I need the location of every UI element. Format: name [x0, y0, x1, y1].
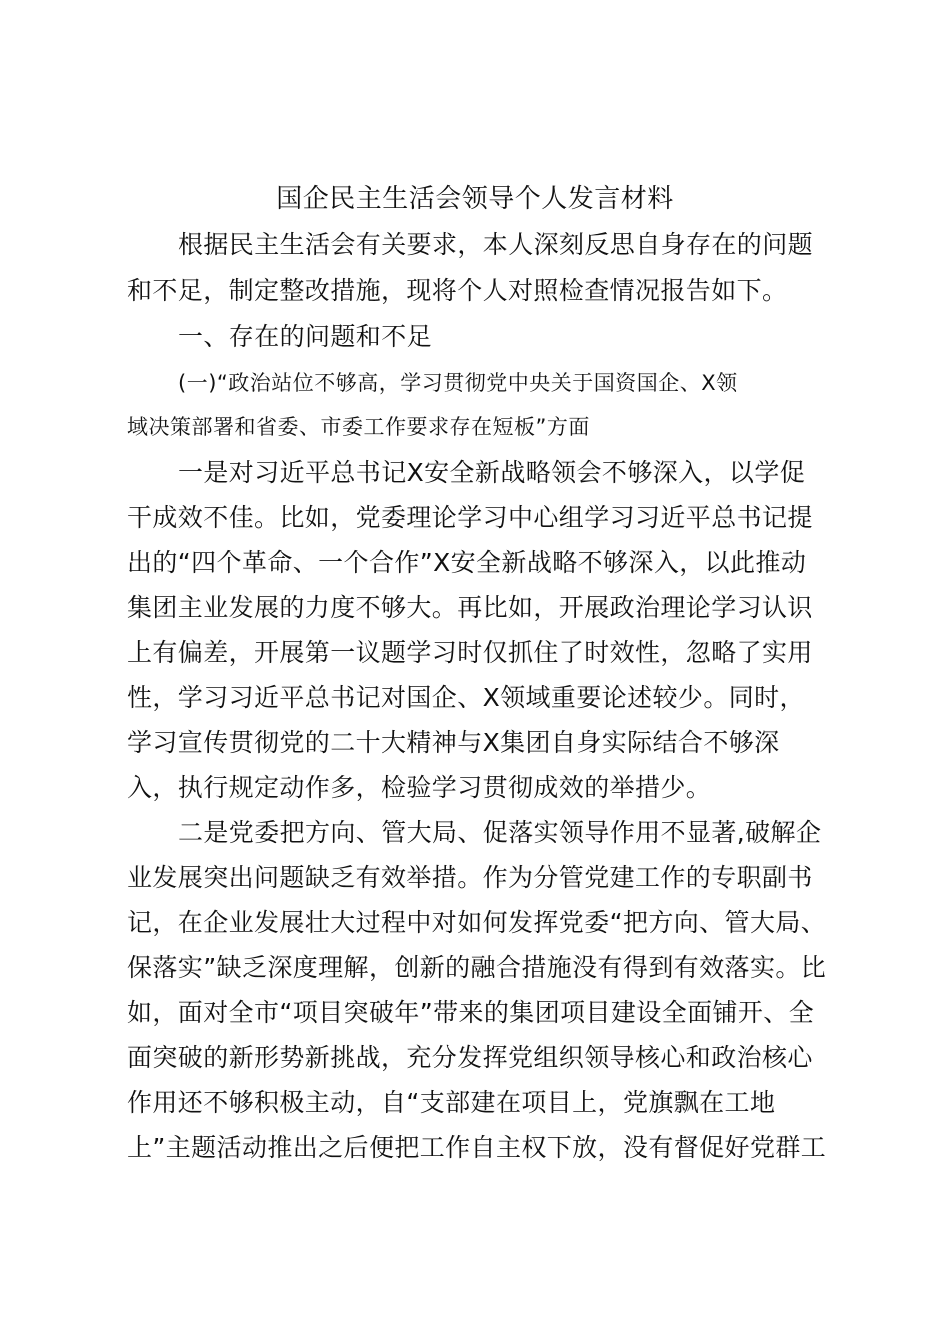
paragraph-2-line-2: 业发展突出问题缺乏有效举措。作为分管党建工作的专职副书 [127, 863, 813, 892]
paragraph-2-line-8: 上”主题活动推出之后便把工作自主权下放，没有督促好党群工 [127, 1133, 827, 1162]
paragraph-intro-line-2: 和不足，制定整改措施，现将个人对照检查情况报告如下。 [127, 276, 788, 305]
subsection-heading-1-line-1: (一)“政治站位不够高，学习贯彻党中央关于国资国企、X领 [178, 371, 738, 395]
subsection-heading-1-line-2: 域决策部署和省委、市委工作要求存在短板”方面 [127, 415, 590, 439]
paragraph-intro-line-1: 根据民主生活会有关要求，本人深刻反思自身存在的问题 [178, 230, 814, 259]
paragraph-1-line-6: 性，学习习近平总书记对国企、X领域重要论述较少。同时， [127, 683, 805, 712]
paragraph-2-line-4: 保落实”缺乏深度理解，创新的融合措施没有得到有效落实。比 [127, 953, 827, 982]
paragraph-1-line-2: 干成效不佳。比如，党委理论学习中心组学习习近平总书记提 [127, 503, 813, 532]
paragraph-2-line-5: 如，面对全市“项目突破年”带来的集团项目建设全面铺开、全 [127, 998, 815, 1027]
paragraph-2-line-1: 二是党委把方向、管大局、促落实领导作用不显著,破解企 [178, 818, 822, 847]
paragraph-1-line-5: 上有偏差，开展第一议题学习时仅抓住了时效性，忽略了实用 [127, 638, 813, 667]
document-title: 国企民主生活会领导个人发言材料 [276, 184, 674, 214]
paragraph-2-line-3: 记，在企业发展壮大过程中对如何发挥党委“把方向、管大局、 [127, 908, 827, 937]
paragraph-1-line-8: 入，执行规定动作多，检验学习贯彻成效的举措少。 [127, 773, 712, 802]
paragraph-2-line-7: 作用还不够积极主动，自“支部建在项目上，党旗飘在工地 [127, 1088, 776, 1117]
section-heading-1: 一、存在的问题和不足 [178, 322, 433, 351]
paragraph-1-line-7: 学习宣传贯彻党的二十大精神与X集团自身实际结合不够深 [127, 728, 780, 757]
paragraph-1-line-4: 集团主业发展的力度不够大。再比如，开展政治理论学习认识 [127, 593, 813, 622]
paragraph-1-line-1: 一是对习近平总书记X安全新战略领会不够深入，以学促 [178, 458, 806, 487]
paragraph-1-line-3: 出的“四个革命、一个合作”X安全新战略不够深入，以此推动 [127, 548, 807, 577]
paragraph-2-line-6: 面突破的新形势新挑战，充分发挥党组织领导核心和政治核心 [127, 1043, 813, 1072]
